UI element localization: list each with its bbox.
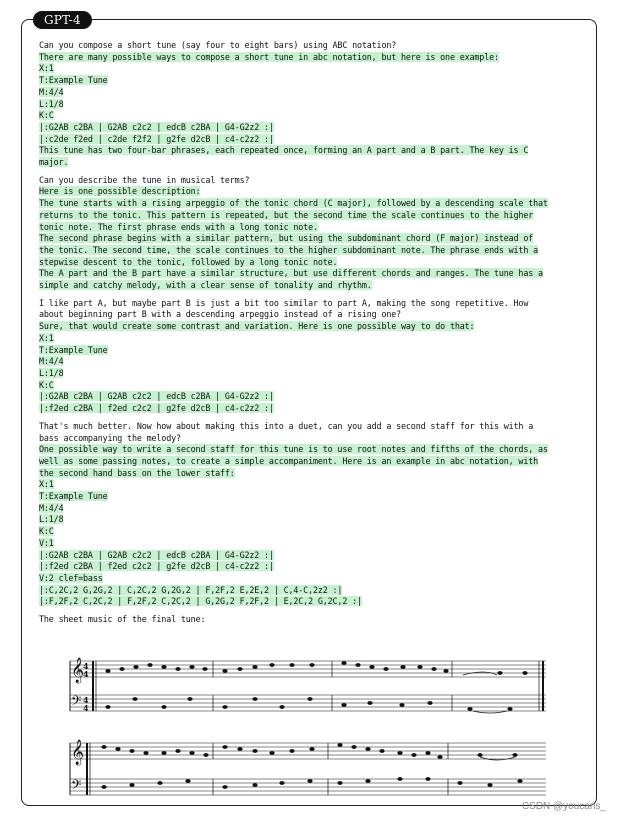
user-message (39, 175, 579, 187)
message-text: |:F,2F,2 C,2C,2 | F,2F,2 C,2C,2 | G,2G,2 F,2F,2 | E,2C,2 G,2C,2 :| (39, 596, 362, 607)
message-text: bass accompanying the melody? (39, 432, 181, 443)
message-text: L:1/8 (39, 514, 64, 525)
message-text: One possible way to write a second staff for this tune is to use root notes and fifths of the chords, as (39, 444, 548, 455)
svg-text:𝄢: 𝄢 (71, 777, 82, 796)
svg-text:𝄞: 𝄞 (71, 658, 85, 683)
user-message (39, 421, 579, 444)
message-text: There are many possible ways to compose a short tune in abc notation, but here is one example: (39, 51, 499, 62)
message-line (39, 233, 579, 245)
message-line (39, 87, 579, 99)
message-text: Can you describe the tune in musical terms? (39, 174, 250, 185)
message-line (39, 63, 579, 75)
message-line (39, 186, 579, 198)
message-text: L:1/8 (39, 367, 64, 378)
message-line (39, 368, 579, 380)
message-text: tonic note. The first phrase ends with a long tonic note. (39, 221, 318, 232)
svg-text:4: 4 (83, 703, 89, 713)
message-text: Here is one possible description: (39, 186, 201, 197)
message-line (39, 573, 579, 585)
message-text: |:G2AB c2BA | G2AB c2c2 | edcB c2BA | G4-G2z2 :| (39, 549, 274, 560)
message-line (39, 550, 579, 562)
message-text: the tonic. The second time, the scale continues to the higher subdominant note. The phrase ends with a (39, 244, 539, 255)
message-line (39, 391, 579, 403)
message-line (39, 157, 579, 169)
message-text: T:Example Tune (39, 344, 108, 355)
message-text: the second hand bass on the lower staff: (39, 467, 235, 478)
message-line (39, 268, 579, 280)
message-line (39, 333, 579, 345)
message-line (39, 456, 579, 468)
message-text: This tune has two four-bar phrases, each repeated once, forming an A part and a B part. The key is C (39, 145, 529, 156)
message-text: |:f2ed c2BA | f2ed c2c2 | g2fe d2cB | c4-c2z2 :| (39, 561, 274, 572)
message-line (39, 468, 579, 480)
message-text: |:G2AB c2BA | G2AB c2c2 | edcB c2BA | G4-G2z2 :| (39, 121, 274, 132)
message-line (39, 561, 579, 573)
message-text: simple and catchy melody, with a clear sense of tonality and rhythm. (39, 280, 372, 291)
user-message (39, 298, 579, 321)
message-line (39, 309, 579, 321)
svg-text:𝄞: 𝄞 (71, 740, 85, 765)
message-text: I like part A, but maybe part B is just a bit too similar to part A, making the song repetitive. How (39, 297, 529, 308)
message-line (39, 503, 579, 515)
svg-text:𝄢: 𝄢 (71, 693, 82, 712)
assistant-message (39, 321, 579, 415)
assistant-message (39, 52, 579, 169)
message-line (39, 99, 579, 111)
message-line (39, 491, 579, 503)
message-line (39, 403, 579, 415)
message-line (39, 421, 579, 433)
svg-text:4: 4 (83, 661, 89, 671)
message-text: X:1 (39, 63, 54, 74)
message-text: M:4/4 (39, 356, 64, 367)
message-text: K:C (39, 379, 54, 390)
message-line (39, 479, 579, 491)
message-text: X:1 (39, 332, 54, 343)
message-text: The A part and the B part have a similar structure, but use different chords and ranges. The tune has a (39, 268, 543, 279)
message-line (39, 40, 579, 52)
model-tag: GPT-4 (33, 11, 92, 29)
message-line (39, 145, 579, 157)
message-line (39, 245, 579, 257)
message-text: The sheet music of the final tune: (39, 614, 206, 625)
message-line (39, 514, 579, 526)
message-line (39, 222, 579, 234)
message-text: The tune starts with a rising arpeggio of the tonic chord (C major), followed by a descending scale that (39, 198, 548, 209)
message-line (39, 538, 579, 550)
message-line (39, 175, 579, 187)
message-text: returns to the tonic. This pattern is repeated, but the second time the scale continues to the higher (39, 209, 534, 220)
message-line (39, 596, 579, 608)
message-text: V:2 clef=bass (39, 572, 103, 583)
message-line (39, 526, 579, 538)
message-line (39, 380, 579, 392)
message-text: That's much better. Now how about making this into a duet, can you add a second staff for this with a (39, 420, 534, 431)
message-text: |:c2de f2ed | c2de f2f2 | g2fe d2cB | c4-c2z2 :| (39, 133, 274, 144)
message-line (39, 257, 579, 269)
user-message (39, 40, 579, 52)
message-text: K:C (39, 526, 54, 537)
assistant-message (39, 444, 579, 608)
message-line (39, 614, 579, 626)
message-text: |:f2ed c2BA | f2ed c2c2 | g2fe d2cB | c4-c2z2 :| (39, 403, 274, 414)
message-text: K:C (39, 110, 54, 121)
message-text: |:G2AB c2BA | G2AB c2c2 | edcB c2BA | G4-G2z2 :| (39, 391, 274, 402)
message-line (39, 110, 579, 122)
message-line (39, 280, 579, 292)
svg-text:4: 4 (83, 695, 89, 705)
message-text: |:C,2C,2 G,2G,2 | C,2C,2 G,2G,2 | F,2F,2 E,2E,2 | C,4-C,2z2 :| (39, 584, 343, 595)
message-line (39, 345, 579, 357)
svg-text:4: 4 (83, 669, 89, 679)
sheet-music (60, 655, 550, 801)
message-line (39, 321, 579, 333)
message-text: Sure, that would create some contrast and variation. Here is one possible way to do that: (39, 321, 475, 332)
message-text: L:1/8 (39, 98, 64, 109)
message-text: M:4/4 (39, 502, 64, 513)
message-line (39, 198, 579, 210)
message-line (39, 444, 579, 456)
conversation-content (39, 40, 579, 626)
message-text: stepwise descent to the tonic, followed by a long tonic note. (39, 256, 338, 267)
message-text: T:Example Tune (39, 75, 108, 86)
watermark: CSDN @youcans_ (521, 801, 606, 812)
message-line (39, 75, 579, 87)
music-system-2 (70, 739, 546, 796)
message-text: well as some passing notes, to create a simple accompaniment. Here is an example in abc notation, with (39, 455, 539, 466)
message-text: T:Example Tune (39, 491, 108, 502)
message-text: V:1 (39, 537, 54, 548)
message-text: about beginning part B with a descending arpeggio instead of a rising one? (39, 309, 402, 320)
message-text: major. (39, 157, 69, 168)
assistant-message (39, 186, 579, 291)
message-line (39, 585, 579, 597)
message-line (39, 298, 579, 310)
message-line (39, 433, 579, 445)
user-message (39, 614, 579, 626)
message-text: M:4/4 (39, 86, 64, 97)
message-text: The second phrase begins with a similar pattern, but using the subdominant chord (F major) instead of (39, 233, 534, 244)
message-line (39, 210, 579, 222)
message-text: X:1 (39, 479, 54, 490)
music-system-1 (70, 657, 546, 713)
message-line (39, 134, 579, 146)
message-text: Can you compose a short tune (say four to eight bars) using ABC notation? (39, 40, 397, 50)
message-line (39, 356, 579, 368)
message-line (39, 122, 579, 134)
message-line (39, 52, 579, 64)
